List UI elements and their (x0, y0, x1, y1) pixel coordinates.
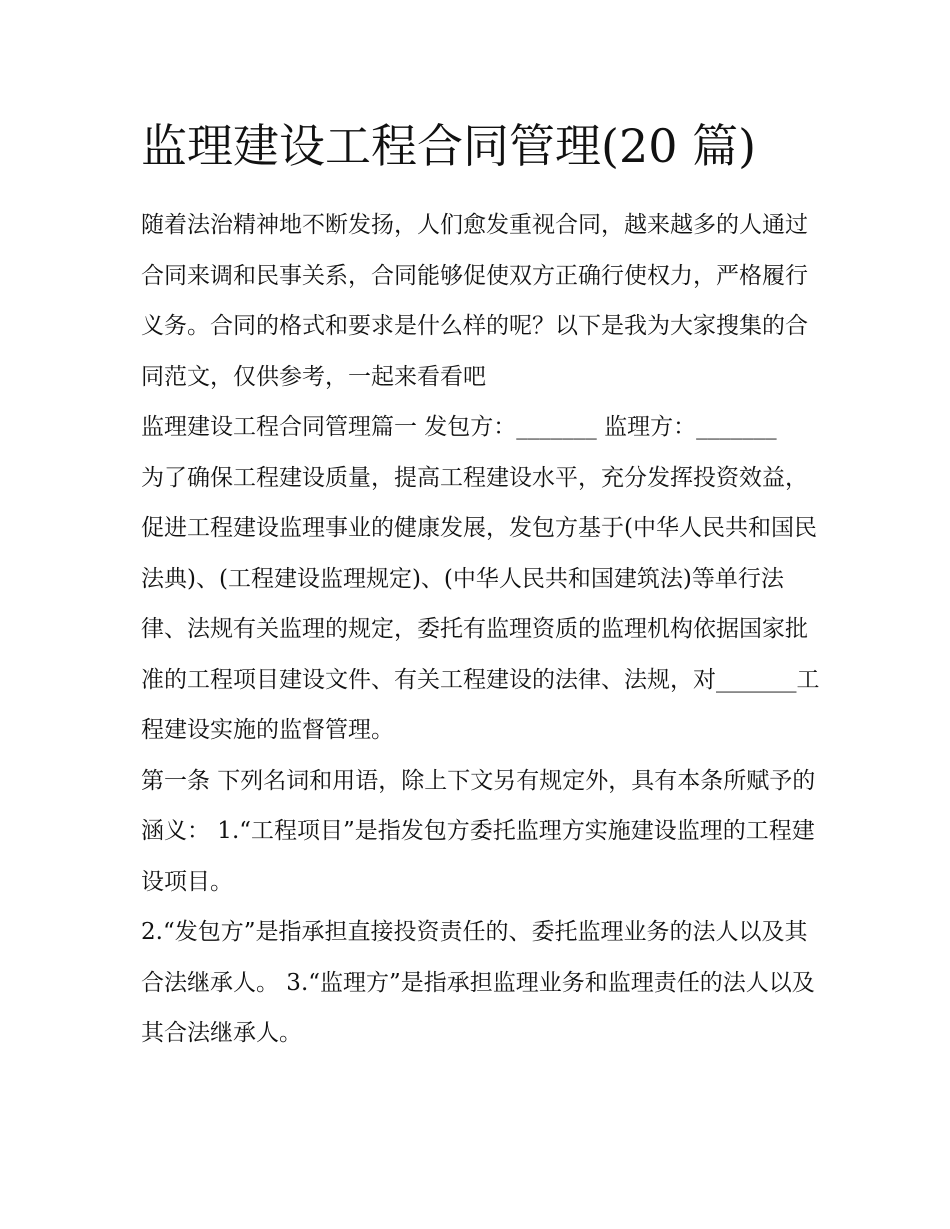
article-one-paragraph: 第一条 下列名词和用语，除上下文另有规定外，具有本条所赋予的涵义： 1.“工程项目”是指发包方委托监理方实施建设监理的工程建设项目。 (141, 767, 816, 895)
definitions-paragraph: 2.“发包方”是指承担直接投资责任的、委托监理业务的法人以及其合法继承人。 3.“监理方”是指承担监理业务和监理责任的法人以及其合法继承人。 (141, 919, 815, 1046)
section-heading-parties: 监理建设工程合同管理篇一 发包方：_______ 监理方：_______ (141, 414, 777, 440)
purpose-paragraph: 为了确保工程建设质量，提高工程建设水平，充分发挥投资效益，促进工程建设监理事业的健康发展，发包方基于(中华人民共和国民法典)、(工程建设监理规定)、(中华人民共和国建筑法)等单行法律、法规有关监理的规定，委托有监理资质的监理机构依据国家批准的工程项目建设文件、有关工程建设的法律、法规，对_______工程建设实施的监督管理。 (141, 464, 820, 743)
intro-paragraph: 随着法治精神地不断发扬，人们愈发重视合同，越来越多的人通过合同来调和民事关系，合同能够促使双方正确行使权力，严格履行义务。合同的格式和要求是什么样的呢？以下是我为大家搜集的合同范文，仅供参考，一起来看看吧 (141, 212, 808, 390)
document-title: 监理建设工程合同管理(20 篇) (141, 119, 757, 173)
document-body (141, 200, 821, 1059)
